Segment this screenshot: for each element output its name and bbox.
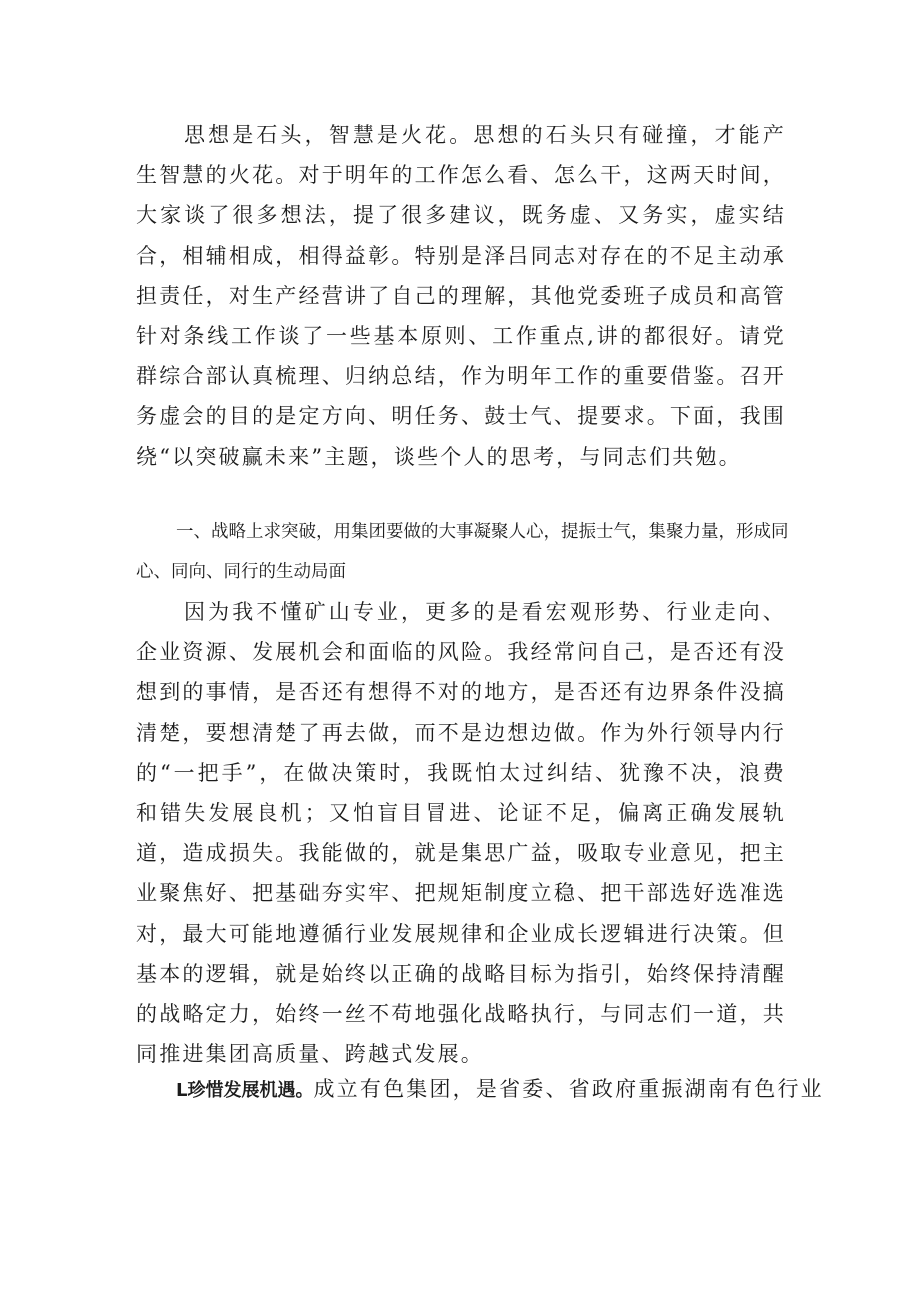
subsection-paragraph-text: 成立有色集团，是省委、省政府重振湖南有色行业 [313,1077,824,1101]
section-1-paragraph: 因为我不懂矿山专业，更多的是看宏观形势、行业走向、企业资源、发展机会和面临的风险。我经常问自己，是否还有没想到的事情，是否还有想得不对的地方，是否还有边界条件没搞清楚，要想清楚了再去做，而不是边想边做。作为外行领导内行的“一把手”，在做决策时，我既怕太过纠结、犹豫不决，浪费和错失发展良机；又怕盲目冒进、论证不足，偏离正确发展轨道，造成损失。我能做的，就是集思广益，吸取专业意见，把主业聚焦好、把基础夯实牢、把规矩制度立稳、把干部选好选准选对，最大可能地遵循行业发展规律和企业成长逻辑进行决策。但基本的逻辑，就是始终以正确的战略目标为指引，始终保持清醒的战略定力，始终一丝不苟地强化战略执行，与同志们一道，共同推进集团高质量、跨越式发展。 [136,600,786,1067]
subsection-lead-title: L珍惜发展机遇。 [176,1080,314,1101]
section-heading-1: 一、战略上求突破，用集团要做的大事凝聚人心，提振士气，集聚力量，形成同心、同向、同行的生动局面 [136,522,789,582]
subsection-paragraph-1 [136,1069,824,1111]
opening-paragraph: 思想是石头，智慧是火花。思想的石头只有碰撞，才能产生智慧的火花。对于明年的工作怎么看、怎么干，这两天时间，大家谈了很多想法，提了很多建议，既务虚、又务实，虚实结合，相辅相成，相得益彰。特别是泽吕同志对存在的不足主动承担责任，对生产经营讲了自己的理解，其他党委班子成员和高管针对条线工作谈了一些基本原则、工作重点,讲的都很好。请党群综合部认真梳理、归纳总结，作为明年工作的重要借鉴。召开务虚会的目的是定方向、明任务、鼓士气、提要求。下面，我围绕“以突破赢未来”主题，谈些个人的思考，与同志们共勉。 [136,123,786,469]
